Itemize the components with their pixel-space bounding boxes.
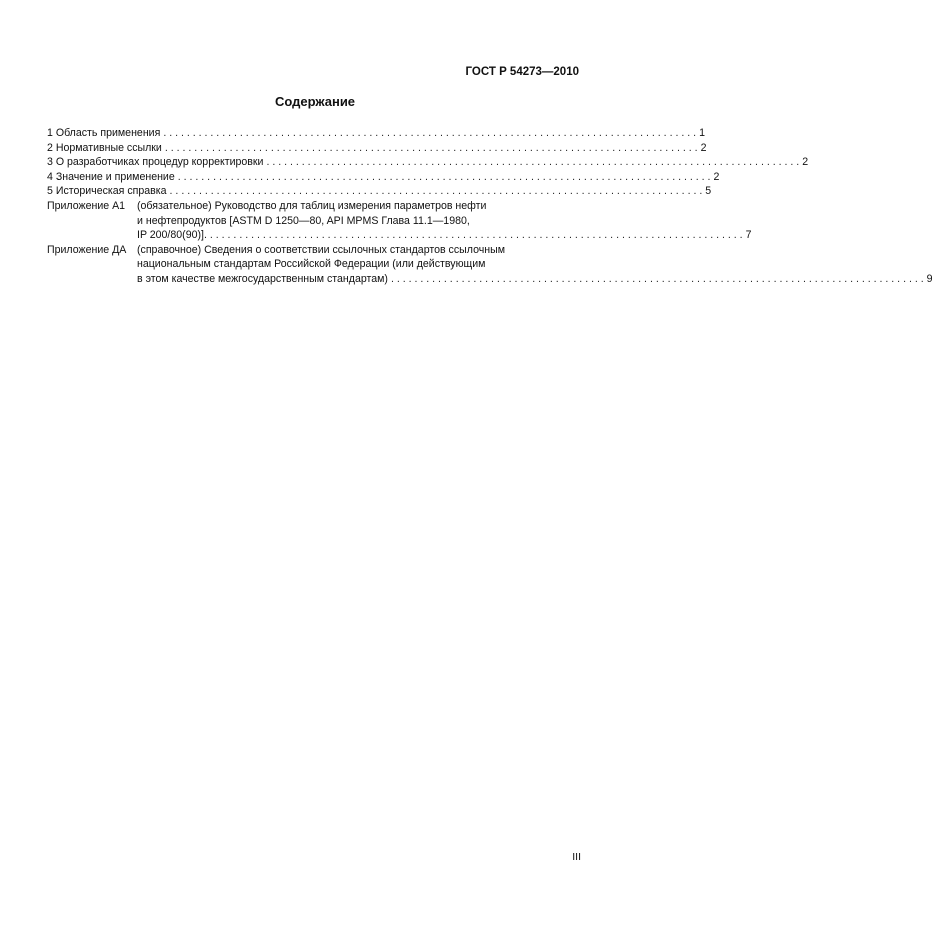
dot-leader: [165, 141, 698, 156]
dot-leader: [170, 184, 703, 199]
annex-line: в этом качестве межгосударственным стандартам): [137, 272, 388, 285]
annex-label: Приложение ДА: [47, 243, 127, 256]
toc-entry-page: 9: [926, 272, 933, 285]
toc-entry[interactable]: [47, 126, 705, 141]
annex-line: и нефтепродуктов [ASTM D 1250—80, API MPMS Глава 11.1—1980,: [137, 214, 470, 227]
annex-label: Приложение А1: [47, 199, 126, 212]
page-number: III: [572, 851, 581, 863]
annex-line: (обязательное) Руководство для таблиц измерения параметров нефти: [137, 199, 487, 212]
toc-entry-text: 3 О разработчиках процедур корректировки: [47, 156, 264, 169]
toc-entry[interactable]: [47, 155, 809, 170]
dot-leader: [266, 155, 799, 170]
toc-entry-page: 5: [705, 185, 712, 198]
toc-entry-page: 1: [699, 127, 705, 139]
toc-entry[interactable]: [47, 141, 707, 156]
toc-entry-text: 5 Историческая справка: [47, 185, 167, 198]
dot-leader: [210, 228, 743, 243]
toc-entry-page: 2: [713, 170, 720, 183]
document-code: ГОСТ Р 54273—2010: [465, 66, 579, 78]
toc-entry[interactable]: [47, 184, 712, 199]
toc-entry-page: 2: [802, 156, 809, 169]
toc-title: Содержание: [274, 94, 356, 109]
dot-leader: [163, 126, 696, 141]
toc-annex-entry[interactable]: [47, 243, 933, 287]
annex-line: IP 200/80(90)].: [137, 229, 207, 242]
toc-entry-page: 7: [745, 229, 752, 242]
dot-leader: [178, 170, 711, 185]
toc-entry-page: 2: [700, 141, 707, 154]
table-of-contents: [47, 126, 933, 287]
dot-leader: [391, 272, 924, 287]
toc-annex-entry[interactable]: [47, 199, 752, 243]
toc-entry-text: 4 Значение и применение: [47, 170, 175, 183]
annex-line: (справочное) Сведения о соответствии ссылочных стандартов ссылочным: [137, 243, 505, 256]
toc-entry[interactable]: [47, 170, 720, 185]
toc-entry-text: 2 Нормативные ссылки: [47, 141, 162, 154]
toc-entry-text: 1 Область применения: [47, 127, 161, 139]
annex-line: национальным стандартам Российской Федерации (или действующим: [137, 258, 486, 271]
